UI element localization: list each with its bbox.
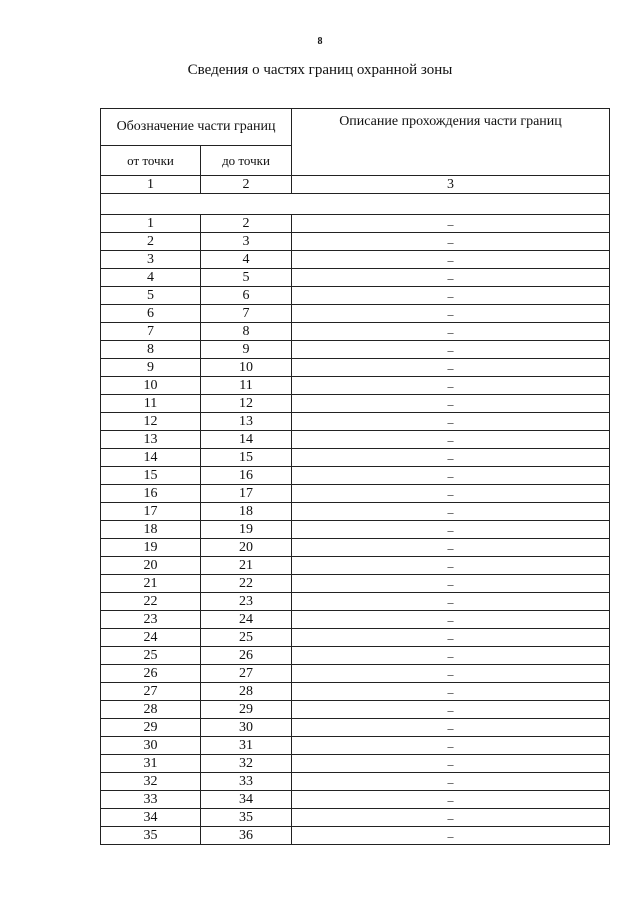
to-point-cell: 25 — [201, 629, 292, 647]
description-cell: – — [292, 719, 610, 737]
table-row — [101, 521, 610, 539]
table-row — [101, 431, 610, 449]
table-row — [101, 233, 610, 251]
from-point-cell: 35 — [101, 827, 201, 845]
to-point-cell: 20 — [201, 539, 292, 557]
to-point-cell: 36 — [201, 827, 292, 845]
description-cell: – — [292, 611, 610, 629]
table-row — [101, 665, 610, 683]
table-row — [101, 359, 610, 377]
to-point-cell: 5 — [201, 269, 292, 287]
from-point-cell: 34 — [101, 809, 201, 827]
column-number-1: 1 — [101, 176, 201, 194]
from-point-cell: 27 — [101, 683, 201, 701]
to-point-cell: 3 — [201, 233, 292, 251]
from-point-cell: 12 — [101, 413, 201, 431]
from-point-cell: 28 — [101, 701, 201, 719]
from-point-cell: 23 — [101, 611, 201, 629]
from-point-cell: 11 — [101, 395, 201, 413]
to-point-cell: 30 — [201, 719, 292, 737]
to-point-cell: 10 — [201, 359, 292, 377]
table-row — [101, 575, 610, 593]
from-point-cell: 13 — [101, 431, 201, 449]
description-cell: – — [292, 449, 610, 467]
table-row — [101, 341, 610, 359]
table-row — [101, 269, 610, 287]
from-point-cell: 15 — [101, 467, 201, 485]
table-row — [101, 503, 610, 521]
description-cell: – — [292, 737, 610, 755]
column-number-row — [101, 176, 610, 194]
table-row — [101, 719, 610, 737]
from-point-cell: 31 — [101, 755, 201, 773]
to-point-cell: 24 — [201, 611, 292, 629]
description-cell: – — [292, 287, 610, 305]
header-row-group — [101, 109, 610, 146]
description-cell: – — [292, 395, 610, 413]
description-cell: – — [292, 503, 610, 521]
from-point-cell: 24 — [101, 629, 201, 647]
description-cell: – — [292, 251, 610, 269]
table-row — [101, 791, 610, 809]
from-point-cell: 1 — [101, 215, 201, 233]
from-point-cell: 7 — [101, 323, 201, 341]
to-point-cell: 19 — [201, 521, 292, 539]
from-point-cell: 5 — [101, 287, 201, 305]
table-row — [101, 449, 610, 467]
description-cell: – — [292, 215, 610, 233]
from-point-cell: 2 — [101, 233, 201, 251]
to-point-cell: 27 — [201, 665, 292, 683]
description-cell: – — [292, 359, 610, 377]
description-cell: – — [292, 593, 610, 611]
table-row — [101, 647, 610, 665]
from-point-cell: 10 — [101, 377, 201, 395]
column-number-3: 3 — [292, 176, 610, 194]
table-row — [101, 485, 610, 503]
description-cell: – — [292, 791, 610, 809]
header-boundary-designation: Обозначение части границ — [101, 109, 292, 146]
description-cell: – — [292, 233, 610, 251]
from-point-cell: 32 — [101, 773, 201, 791]
table-row — [101, 323, 610, 341]
to-point-cell: 12 — [201, 395, 292, 413]
description-cell: – — [292, 701, 610, 719]
table-row — [101, 377, 610, 395]
to-point-cell: 21 — [201, 557, 292, 575]
description-cell: – — [292, 557, 610, 575]
to-point-cell: 9 — [201, 341, 292, 359]
table-row — [101, 629, 610, 647]
table-row — [101, 251, 610, 269]
description-cell: – — [292, 539, 610, 557]
description-cell: – — [292, 665, 610, 683]
description-cell: – — [292, 431, 610, 449]
description-cell: – — [292, 809, 610, 827]
from-point-cell: 18 — [101, 521, 201, 539]
table-row — [101, 287, 610, 305]
to-point-cell: 13 — [201, 413, 292, 431]
from-point-cell: 19 — [101, 539, 201, 557]
header-to-point: до точки — [201, 146, 292, 176]
to-point-cell: 17 — [201, 485, 292, 503]
table-row — [101, 683, 610, 701]
to-point-cell: 32 — [201, 755, 292, 773]
boundary-parts-table — [100, 108, 610, 845]
table-row — [101, 305, 610, 323]
description-cell: – — [292, 755, 610, 773]
table-row — [101, 593, 610, 611]
table-row — [101, 395, 610, 413]
description-cell: – — [292, 341, 610, 359]
table-row — [101, 539, 610, 557]
blank-row — [101, 194, 610, 215]
description-cell: – — [292, 629, 610, 647]
description-cell: – — [292, 575, 610, 593]
from-point-cell: 9 — [101, 359, 201, 377]
from-point-cell: 25 — [101, 647, 201, 665]
from-point-cell: 4 — [101, 269, 201, 287]
table-row — [101, 755, 610, 773]
to-point-cell: 7 — [201, 305, 292, 323]
description-cell: – — [292, 521, 610, 539]
to-point-cell: 4 — [201, 251, 292, 269]
to-point-cell: 14 — [201, 431, 292, 449]
description-cell: – — [292, 467, 610, 485]
page-title: Сведения о частях границ охранной зоны — [187, 62, 453, 78]
page-number: 8 — [317, 36, 323, 47]
description-cell: – — [292, 305, 610, 323]
to-point-cell: 26 — [201, 647, 292, 665]
from-point-cell: 21 — [101, 575, 201, 593]
from-point-cell: 14 — [101, 449, 201, 467]
from-point-cell: 16 — [101, 485, 201, 503]
description-cell: – — [292, 269, 610, 287]
from-point-cell: 26 — [101, 665, 201, 683]
to-point-cell: 31 — [201, 737, 292, 755]
table-row — [101, 215, 610, 233]
to-point-cell: 11 — [201, 377, 292, 395]
to-point-cell: 15 — [201, 449, 292, 467]
to-point-cell: 34 — [201, 791, 292, 809]
table-row — [101, 737, 610, 755]
table-row — [101, 701, 610, 719]
blank-cell — [101, 194, 610, 215]
from-point-cell: 30 — [101, 737, 201, 755]
to-point-cell: 28 — [201, 683, 292, 701]
to-point-cell: 29 — [201, 701, 292, 719]
table-row — [101, 809, 610, 827]
to-point-cell: 6 — [201, 287, 292, 305]
from-point-cell: 22 — [101, 593, 201, 611]
table-row — [101, 467, 610, 485]
table-row — [101, 611, 610, 629]
to-point-cell: 18 — [201, 503, 292, 521]
to-point-cell: 22 — [201, 575, 292, 593]
header-boundary-description: Описание прохождения части границ — [292, 109, 610, 176]
to-point-cell: 2 — [201, 215, 292, 233]
from-point-cell: 3 — [101, 251, 201, 269]
from-point-cell: 29 — [101, 719, 201, 737]
description-cell: – — [292, 485, 610, 503]
description-cell: – — [292, 773, 610, 791]
description-cell: – — [292, 683, 610, 701]
from-point-cell: 17 — [101, 503, 201, 521]
description-cell: – — [292, 413, 610, 431]
table-row — [101, 827, 610, 845]
description-cell: – — [292, 647, 610, 665]
header-from-point: от точки — [101, 146, 201, 176]
description-cell: – — [292, 827, 610, 845]
description-cell: – — [292, 323, 610, 341]
from-point-cell: 6 — [101, 305, 201, 323]
table-row — [101, 413, 610, 431]
column-number-2: 2 — [201, 176, 292, 194]
to-point-cell: 16 — [201, 467, 292, 485]
table-row — [101, 557, 610, 575]
description-cell: – — [292, 377, 610, 395]
from-point-cell: 33 — [101, 791, 201, 809]
from-point-cell: 20 — [101, 557, 201, 575]
to-point-cell: 35 — [201, 809, 292, 827]
to-point-cell: 8 — [201, 323, 292, 341]
table-row — [101, 773, 610, 791]
to-point-cell: 33 — [201, 773, 292, 791]
from-point-cell: 8 — [101, 341, 201, 359]
to-point-cell: 23 — [201, 593, 292, 611]
